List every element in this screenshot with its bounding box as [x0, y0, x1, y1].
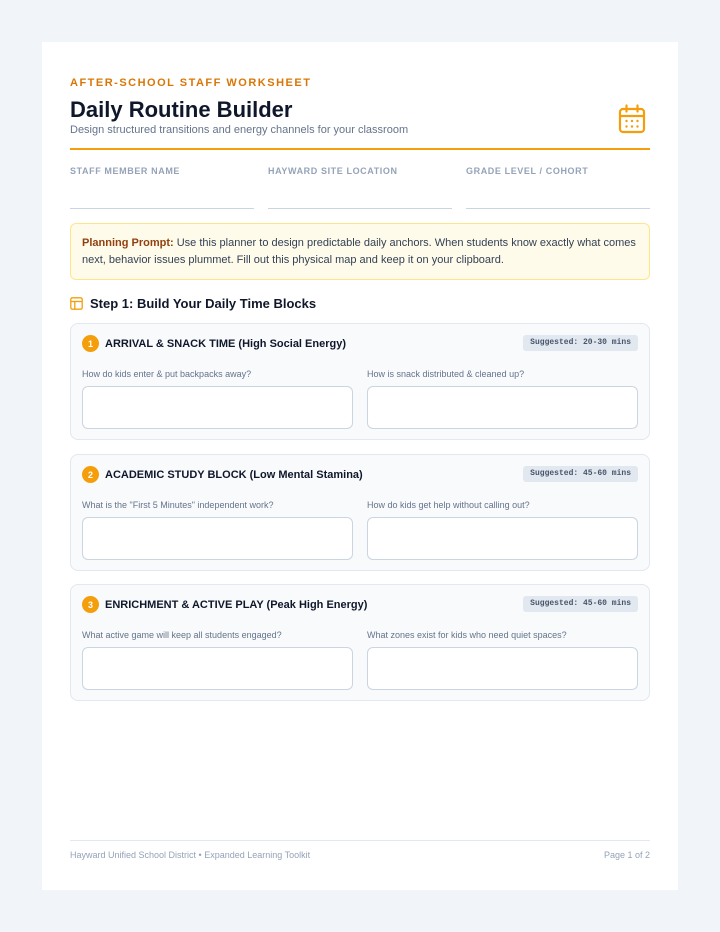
answer-box-quiet-zones[interactable] — [367, 647, 638, 690]
grade-level-label: GRADE LEVEL / COHORT — [466, 166, 589, 176]
block-title: ENRICHMENT & ACTIVE PLAY (Peak High Energy) — [105, 599, 368, 611]
footer-divider — [70, 840, 650, 841]
grade-level-field[interactable] — [466, 166, 650, 176]
step-heading — [70, 296, 316, 311]
time-block-enrichment — [70, 584, 650, 701]
staff-name-label: STAFF MEMBER NAME — [70, 166, 181, 176]
page-number: Page 1 of 2 — [603, 850, 650, 860]
question-label: What active game will keep all students engaged? — [82, 630, 282, 640]
prompt-text: Use this planner to design predictable daily anchors. When students know exactly what comes next, behavior issues plummet. Fill out this physical map and keep it on your clipboard. — [82, 237, 636, 266]
header-divider — [70, 148, 650, 150]
block-title: ACADEMIC STUDY BLOCK (Low Mental Stamina) — [105, 469, 363, 481]
duration-badge: Suggested: 45-60 mins — [523, 466, 638, 482]
page-title: Daily Routine Builder — [70, 97, 293, 122]
answer-box-entry[interactable] — [82, 386, 353, 429]
eyebrow-label: AFTER-SCHOOL STAFF WORKSHEET — [70, 77, 312, 89]
worksheet-page — [42, 42, 678, 890]
duration-badge: Suggested: 45-60 mins — [523, 596, 638, 612]
block-number: 2 — [82, 466, 99, 483]
staff-name-line — [70, 208, 254, 209]
site-location-line — [268, 208, 452, 209]
grade-level-line — [466, 208, 650, 209]
prompt-label: Planning Prompt: — [82, 237, 174, 249]
time-block-arrival — [70, 323, 650, 440]
calendar-icon — [618, 104, 646, 134]
answer-box-help[interactable] — [367, 517, 638, 560]
footer-credit: Hayward Unified School District • Expanded Learning Toolkit — [70, 850, 311, 860]
block-number: 3 — [82, 596, 99, 613]
page-subtitle: Design structured transitions and energy channels for your classroom — [70, 124, 409, 136]
duration-badge: Suggested: 20-30 mins — [523, 335, 638, 351]
question-label: What zones exist for kids who need quiet spaces? — [367, 630, 567, 640]
question-label: How do kids get help without calling out? — [367, 500, 530, 510]
answer-box-active-game[interactable] — [82, 647, 353, 690]
answer-box-snack[interactable] — [367, 386, 638, 429]
block-number: 1 — [82, 335, 99, 352]
question-label: What is the "First 5 Minutes" independent work? — [82, 500, 274, 510]
block-title: ARRIVAL & SNACK TIME (High Social Energy) — [105, 338, 347, 350]
site-location-field[interactable] — [268, 166, 452, 176]
answer-box-first-minutes[interactable] — [82, 517, 353, 560]
site-location-label: HAYWARD SITE LOCATION — [268, 166, 398, 176]
step-title: Step 1: Build Your Daily Time Blocks — [90, 296, 317, 311]
question-label: How is snack distributed & cleaned up? — [367, 369, 525, 379]
question-label: How do kids enter & put backpacks away? — [82, 369, 252, 379]
staff-name-field[interactable] — [70, 166, 254, 176]
time-block-academic — [70, 454, 650, 571]
layout-icon — [70, 297, 83, 310]
planning-prompt — [70, 223, 650, 280]
